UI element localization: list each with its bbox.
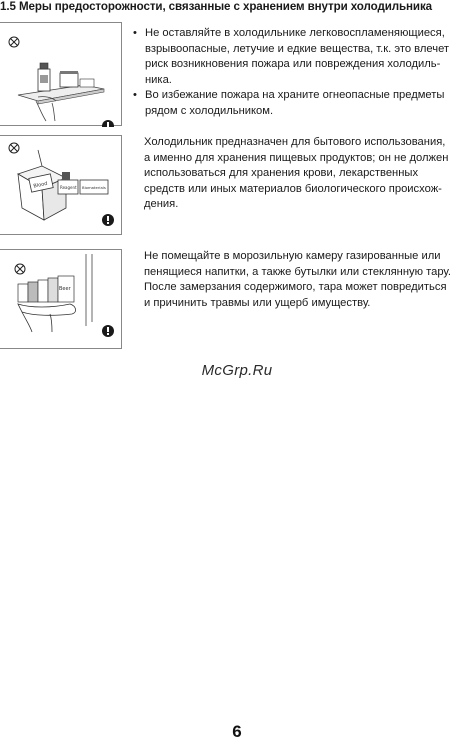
exclamation-warning-icon [102,214,114,226]
text-line: Не помещайте в морозильную камеру газированные или [144,250,441,262]
text-line: средств или иных материалов биологического происхож- [144,182,442,195]
prohibited-icon [9,37,19,47]
text-line: • Во избежание пожара на храните огнеопасные предметы [145,89,445,102]
section-title: 1.5 Меры предосторожности, связанные с хранением внутри холодильника [0,0,433,13]
text-line: пенящиеся напитки, а также бутылки или стеклянную тару. [144,265,452,278]
flammables-text [131,26,471,120]
text-line: риск возникновения пожара или повреждения холодиль- [145,58,441,71]
page-number: 6 [232,722,242,741]
text-line: Холодильник предназначен для бытового использования, [144,136,446,148]
prohibited-icon [9,143,19,153]
text-line: использоваться для хранения крови, лекарственных [144,167,419,180]
text-line: и причинить травмы или ущерб имуществу. [144,296,371,309]
exclamation-warning-icon [102,120,114,127]
text-line: ника. [145,73,172,86]
text-line: а именно для хранения пищевых продуктов; он не должен [144,151,449,164]
flammable-shelf-illustration [0,23,122,127]
warning-block-flammables [0,22,474,126]
reagent-label: Reagent [60,185,77,190]
exclamation-warning-icon [102,325,114,337]
illustration-frame [0,249,122,349]
blood-storage-text [144,135,474,213]
text-line: • Не оставляйте в холодильнике легковоспламеняющиеся, [145,27,445,39]
carbonated-drinks-illustration [0,250,122,350]
watermark: McGrp.Ru [201,362,273,379]
illustration-frame [0,22,122,126]
text-line: дения. [144,198,179,211]
illustration-frame [0,135,122,235]
flammables-bullet-list [131,26,471,120]
text-line: взрывоопасные, летучие и едкие вещества, т.к. это влечет [145,42,450,55]
warning-block-blood-storage [0,135,474,235]
bullet-item [131,26,471,88]
warning-block-carbonated-drinks [0,249,474,349]
beer-label: Beer [59,286,71,292]
blood-storage-illustration [0,136,122,236]
biomaterials-label: Biomaterials [82,185,106,190]
carbonated-drinks-text [144,249,474,311]
prohibited-icon [15,264,25,274]
text-line: После замерзания содержимого, тара может повредиться [144,281,447,294]
text-line: рядом с холодильником. [145,104,274,117]
bullet-item [131,88,471,119]
blood-label: Blood [32,180,49,190]
